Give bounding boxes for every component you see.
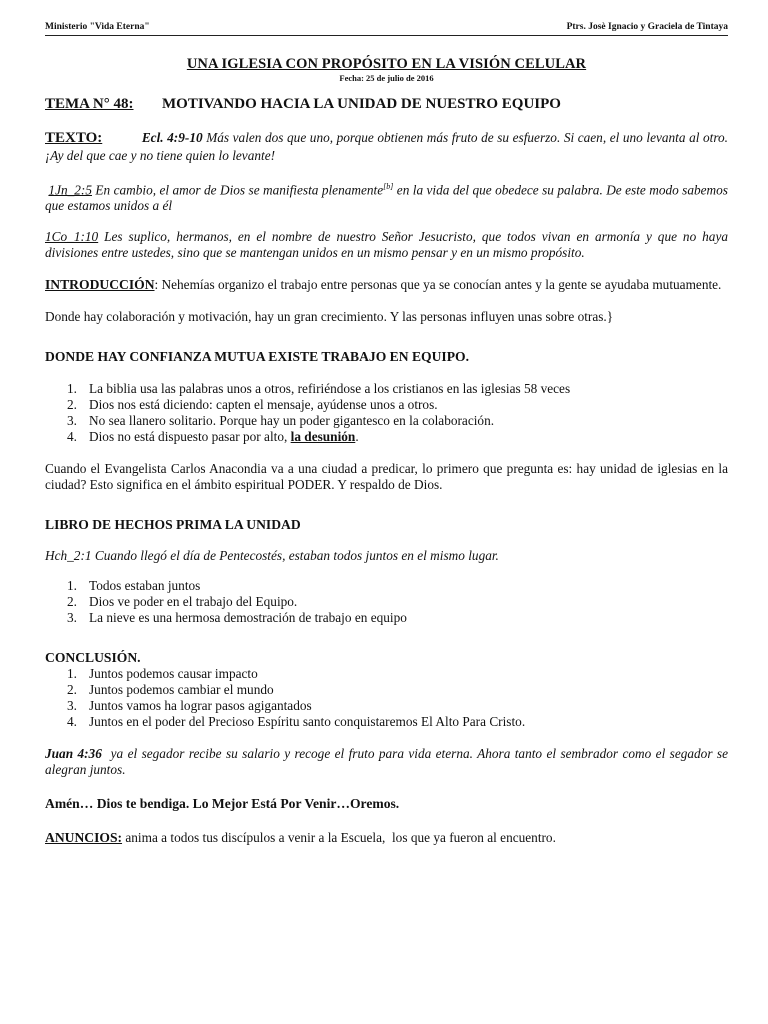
section-hechos-list	[45, 578, 728, 626]
list-item	[45, 610, 728, 626]
list-item	[45, 397, 728, 413]
section-confianza-list	[45, 381, 728, 445]
verse-juan-paragraph	[45, 746, 732, 778]
verse-hch-paragraph: Hch_2:1 Cuando llegó el día de Pentecostés, estaban todos juntos en el mismo lugar.	[45, 548, 499, 564]
document-date: Fecha: 25 de julio de 2016	[339, 73, 434, 83]
list-item	[45, 666, 728, 682]
list-item	[45, 698, 728, 714]
section-confianza-heading: DONDE HAY CONFIANZA MUTUA EXISTE TRABAJO EN EQUIPO.	[45, 349, 469, 365]
list-item	[45, 578, 728, 594]
conclusion-heading: CONCLUSIÓN.	[45, 650, 141, 666]
list-item-number: 3.	[67, 413, 77, 429]
texto-verse-1-text: Más valen dos que uno, porque obtienen más fruto de su esfuerzo. Si caen, el uno levanta al otro. ¡Ay del que cae y no tiene quien lo levante!	[45, 130, 728, 163]
list-item-text: Juntos en el poder del Precioso Espíritu santo conquistaremos El Alto Para Cristo.	[89, 714, 526, 730]
conclusion-list	[45, 666, 728, 730]
list-item-number: 4.	[67, 714, 77, 730]
list-item-text: La nieve es una hermosa demostración de trabajo en equipo	[89, 610, 407, 626]
list-item-number: 3.	[67, 698, 77, 714]
anacondia-paragraph: Cuando el Evangelista Carlos Anacondia va a una ciudad a predicar, lo primero que pregunta es: hay unidad de iglesias en la ciudad? Esto significa en el ámbito espiritual PODER. Y respaldo de Dios.	[45, 461, 728, 493]
texto-label: TEXTO:	[45, 130, 103, 146]
closing-line: Amén… Dios te bendiga. Lo Mejor Está Por Venir…Oremos.	[45, 796, 400, 812]
verse-1jn-paragraph	[45, 179, 728, 214]
introduction-paragraph	[45, 277, 728, 293]
list-item-number: 3.	[67, 610, 77, 626]
texto-ref-1: Ecl. 4:9-10	[141, 130, 203, 145]
page-header	[45, 22, 728, 36]
list-item-number: 1.	[67, 578, 77, 594]
list-item-text: No sea llanero solitario. Porque hay un poder gigantesco en la colaboración.	[89, 413, 495, 429]
list-item-end: .	[355, 429, 359, 445]
list-item	[45, 381, 728, 397]
verse-juan-ref: Juan 4:36	[45, 746, 102, 762]
list-item	[45, 682, 728, 698]
list-item-text: Juntos podemos cambiar el mundo	[89, 682, 274, 698]
verse-1co-paragraph	[45, 229, 728, 261]
list-item-text: Dios ve poder en el trabajo del Equipo.	[89, 594, 298, 610]
list-item-text: Dios nos está diciendo: capten el mensaje, ayúdense unos a otros.	[89, 397, 438, 413]
list-item-number: 2.	[67, 594, 77, 610]
list-item	[45, 413, 728, 429]
verse-1co-text: Les suplico, hermanos, en el nombre de nuestro Señor Jesucristo, que todos vivan en armonía y que no haya divisiones entre ustedes, sino que se mantengan unidos en un mismo pensar y en un mismo propósito.	[45, 229, 729, 261]
list-item	[45, 594, 728, 610]
list-item-number: 2.	[67, 397, 77, 413]
texto-paragraph	[45, 129, 728, 164]
anuncios-paragraph	[45, 830, 728, 846]
header-ministry: Ministerio "Vida Eterna"	[45, 22, 150, 32]
list-item-number: 4.	[67, 429, 77, 445]
list-item-number: 2.	[67, 682, 77, 698]
section-hechos-heading: LIBRO DE HECHOS PRIMA LA UNIDAD	[45, 517, 301, 533]
list-item	[45, 429, 728, 445]
anuncios-label: ANUNCIOS:	[45, 830, 123, 846]
list-item-bold-text: la desunión	[290, 429, 356, 445]
header-pastors: Ptrs. Josè Ignacio y Graciela de Tintaya	[566, 22, 728, 32]
document-page	[45, 22, 732, 846]
list-item-text: Juntos podemos causar impacto	[89, 666, 258, 682]
introduction-label: INTRODUCCIÓN	[45, 277, 155, 293]
list-item-text: Juntos vamos ha lograr pasos agigantados	[89, 698, 312, 714]
verse-1co-ref: 1Co_1:10	[45, 229, 99, 245]
verse-1jn-text-b: en la vida del que obedece su palabra. De este modo sabemos que estamos unidos a él	[45, 182, 728, 214]
introduction-text: : Nehemías organizo el trabajo entre personas que ya se conocían antes y la gente se ayudaba mutuamente.	[154, 277, 722, 293]
list-item	[45, 714, 728, 730]
verse-1jn-footnote: [b]	[383, 182, 394, 191]
introduction-paragraph-2: Donde hay colaboración y motivación, hay un gran crecimiento. Y las personas influyen unas sobre otras.}	[45, 309, 614, 325]
verse-1jn-text-a: En cambio, el amor de Dios se manifiesta plenamente	[95, 182, 384, 198]
tema-label: TEMA N° 48:	[45, 96, 134, 112]
document-title: UNA IGLESIA CON PROPÓSITO EN LA VISIÓN CELULAR	[186, 56, 587, 72]
anuncios-text: anima a todos tus discípulos a venir a la Escuela, los que ya fueron al encuentro.	[122, 830, 556, 846]
verse-1jn-ref: 1Jn_2:5	[48, 182, 92, 198]
list-item-text: Todos estaban juntos	[89, 578, 201, 594]
tema-line	[45, 96, 728, 113]
list-item-number: 1.	[67, 381, 77, 397]
list-item-text: La biblia usa las palabras unos a otros, refiriéndose a los cristianos en las iglesias 58 veces	[89, 381, 571, 397]
list-item-number: 1.	[67, 666, 77, 682]
verse-juan-text: ya el segador recibe su salario y recoge el fruto para vida eterna. Ahora tanto el sembrador como el segador se alegran juntos.	[45, 746, 732, 778]
tema-text: MOTIVANDO HACIA LA UNIDAD DE NUESTRO EQUIPO	[162, 96, 561, 112]
list-item-text: Dios no está dispuesto pasar por alto,	[89, 429, 291, 445]
